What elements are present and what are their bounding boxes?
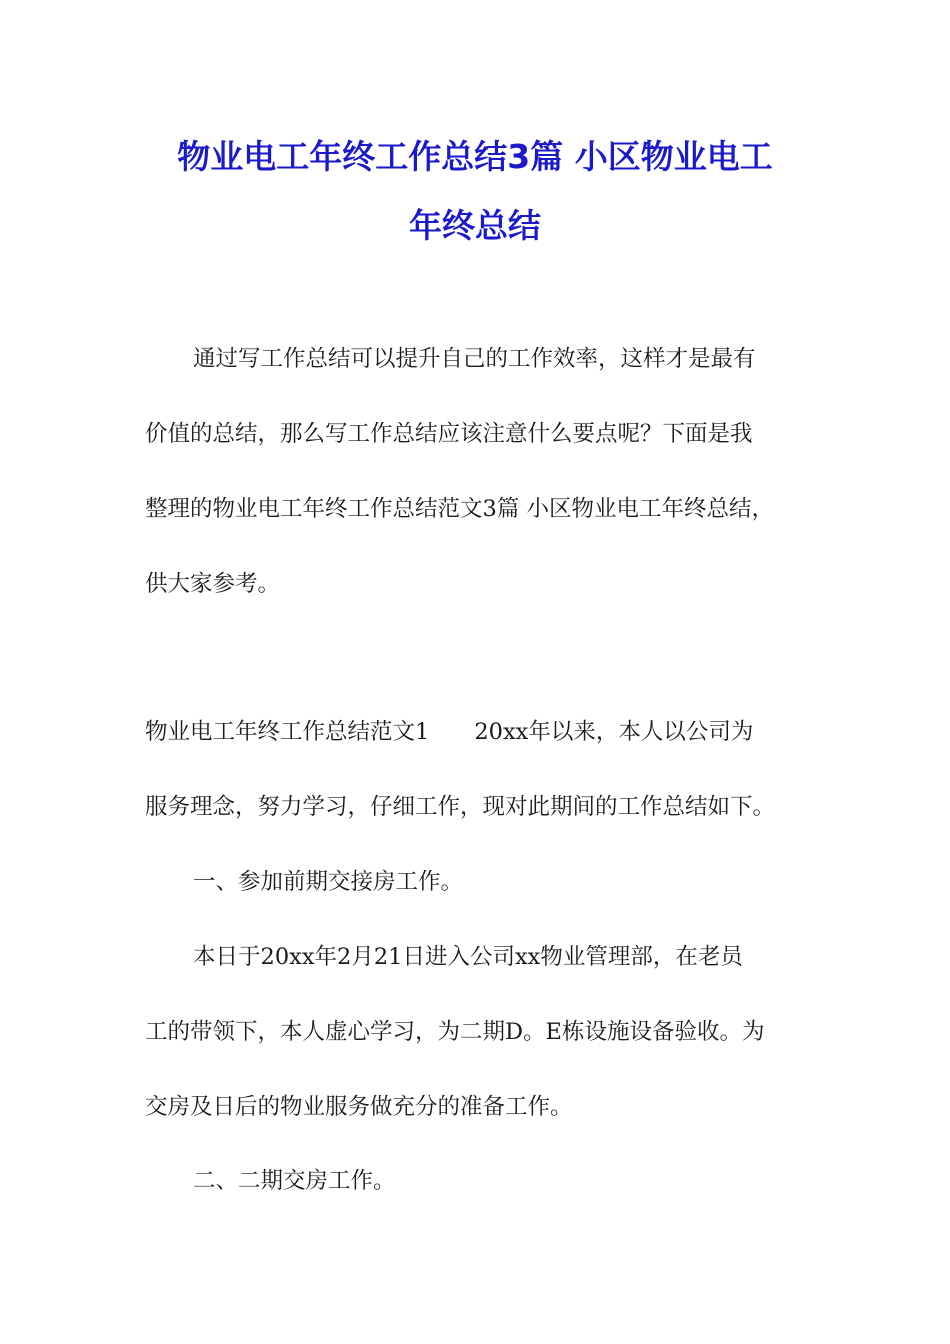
body-line-4: 本日于20xx年2月21日进入公司xx物业管理部，在老员 [193,944,743,970]
body-line-2: 服务理念，努力学习，仔细工作，现对此期间的工作总结如下。 [145,794,776,820]
intro-line-4: 供大家参考。 [145,571,281,597]
document-title-line-1: 物业电工年终工作总结3篇 小区物业电工 [177,137,773,176]
intro-line-2: 价值的总结，那么写工作总结应该注意什么要点呢？下面是我 [145,421,753,447]
intro-line-1: 通过写工作总结可以提升自己的工作效率，这样才是最有 [193,346,756,372]
intro-line-3: 整理的物业电工年终工作总结范文3篇 小区物业电工年终总结， [145,496,774,522]
section-heading-2: 二、二期交房工作。 [193,1168,396,1194]
document-title-line-2: 年终总结 [409,206,541,245]
body-line-6: 交房及日后的物业服务做充分的准备工作。 [145,1094,573,1120]
body-line-5: 工的带领下，本人虚心学习，为二期D。E栋设施设备验收。为 [145,1019,765,1045]
section-heading-1: 一、参加前期交接房工作。 [193,869,464,895]
body-line-1: 物业电工年终工作总结范文1 20xx年以来，本人以公司为 [145,719,754,745]
